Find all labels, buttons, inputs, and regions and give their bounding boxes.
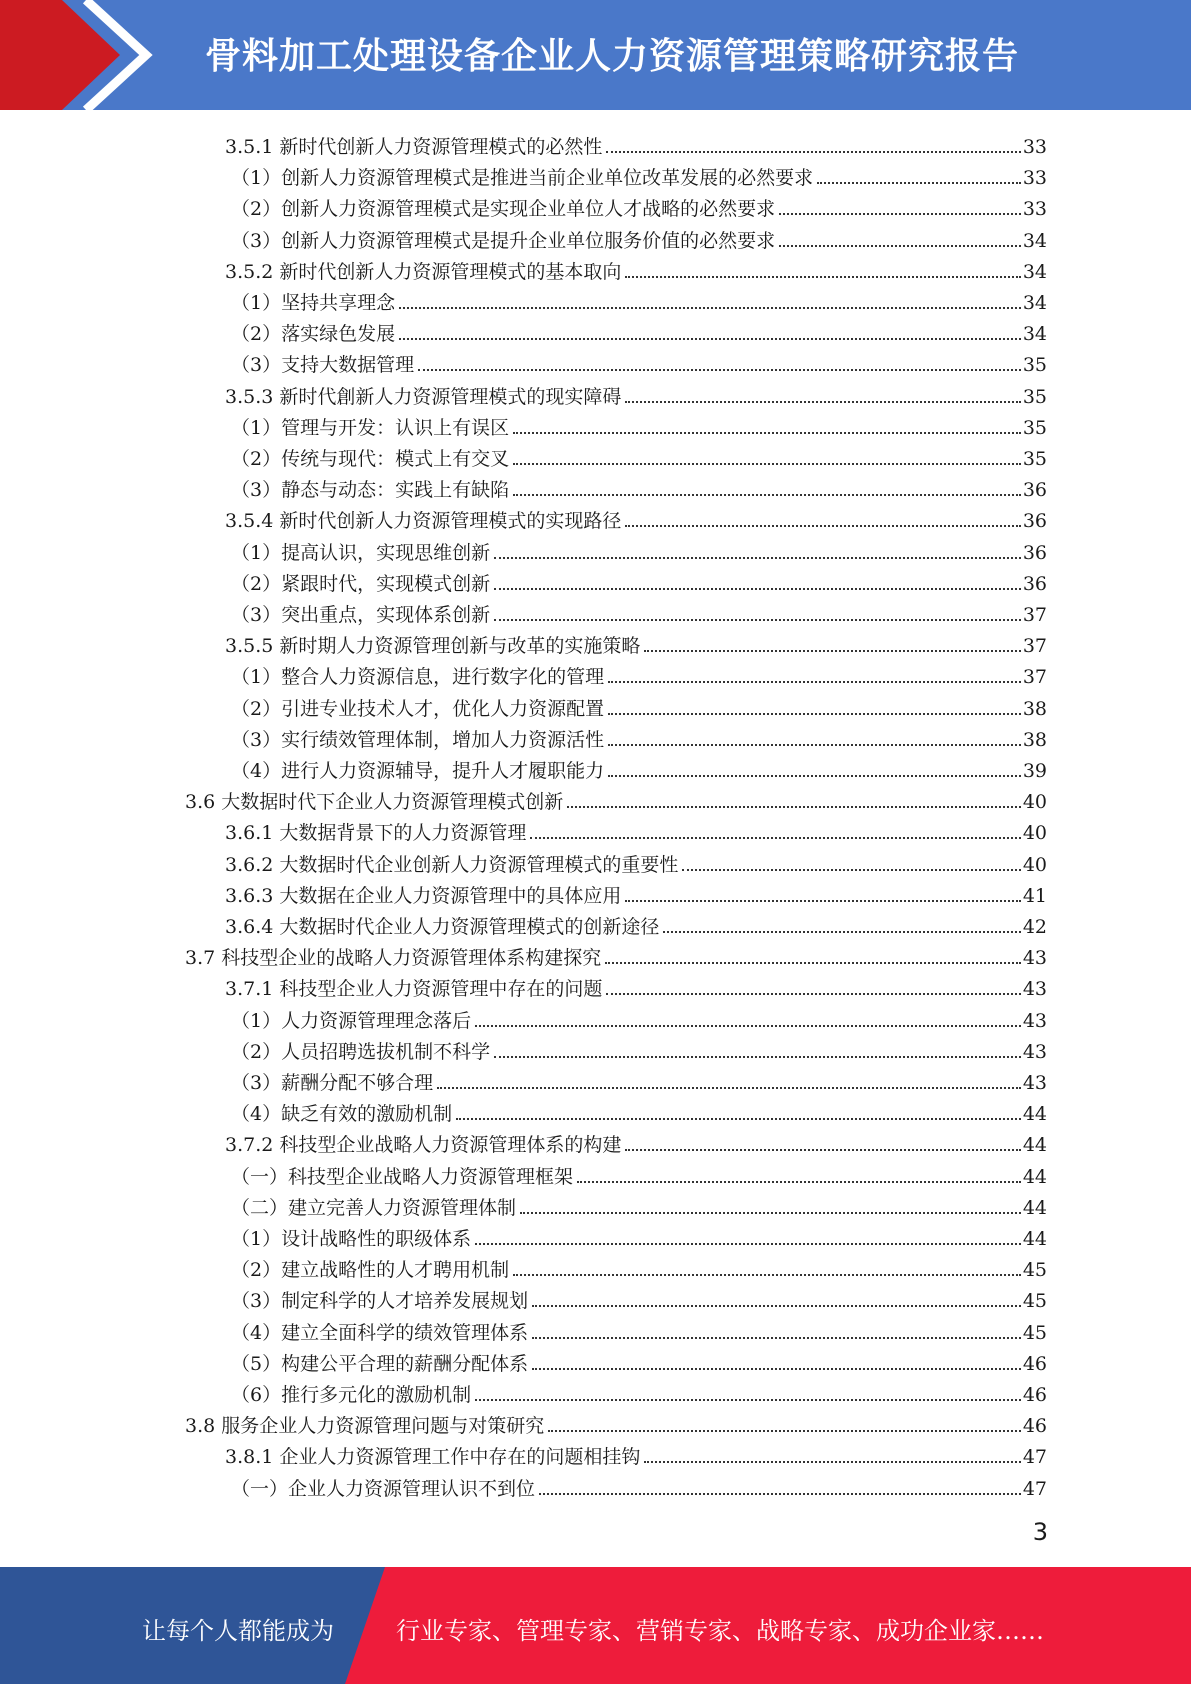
toc-dot-leader [625,900,1020,902]
toc-entry-label: 3.6.1 大数据背景下的人力资源管理 [225,822,527,845]
toc-dot-leader [567,806,1021,808]
toc-entry-label: （1）创新人力资源管理模式是推进当前企业单位改革发展的必然要求 [231,167,814,190]
toc-entry-label: （一）企业人力资源管理认识不到位 [231,1477,536,1500]
toc-entry[interactable] [231,1220,1047,1251]
toc-entry-label: 3.7.1 科技型企业人力资源管理中存在的问题 [225,978,603,1001]
toc-entry[interactable] [225,253,1047,284]
toc-entry-page: 34 [1022,323,1047,346]
toc-entry-label: 3.6.2 大数据时代企业创新人力资源管理模式的重要性 [225,853,679,876]
toc-entry-page: 43 [1022,1009,1047,1032]
toc-dot-leader [530,837,1020,839]
toc-dot-leader [437,1087,1021,1089]
toc-entry-label: 3.7 科技型企业的战略人力资源管理体系构建探究 [185,947,602,970]
toc-dot-leader [513,494,1021,496]
toc-dot-leader [608,713,1021,715]
page-number: 3 [1032,1518,1048,1546]
toc-entry[interactable] [231,315,1047,346]
toc-dot-leader [494,557,1021,559]
toc-entry[interactable] [231,565,1047,596]
toc-entry[interactable] [231,222,1047,253]
toc-entry-label: （2）传统与现代：模式上有交叉 [231,448,510,470]
toc-entry-label: （2）紧跟时代，实现模式创新 [231,572,491,595]
toc-entry-page: 46 [1022,1384,1047,1406]
toc-entry[interactable] [231,1064,1047,1095]
toc-entry-label: （2）人员招聘选拔机制不科学 [231,1040,491,1063]
toc-dot-leader [532,1305,1021,1307]
toc-dot-leader [577,1181,1021,1183]
toc-entry-label: 3.6.3 大数据在企业人力资源管理中的具体应用 [225,884,622,907]
toc-entry-page: 47 [1022,1477,1047,1500]
toc-dot-leader [532,1368,1021,1370]
toc-dot-leader [608,681,1021,683]
toc-entry-label: 3.5.4 新时代创新人力资源管理模式的实现路径 [225,510,622,533]
toc-dot-leader [494,588,1021,590]
toc-entry[interactable] [231,752,1047,783]
toc-entry-page: 37 [1022,666,1047,689]
toc-entry-page: 44 [1022,1165,1047,1188]
toc-entry[interactable] [231,658,1047,689]
toc-entry[interactable] [231,440,1047,471]
toc-dot-leader [625,276,1020,278]
toc-entry-label: 3.5.3 新时代創新人力资源管理模式的现实障碍 [225,385,622,408]
toc-entry[interactable] [225,627,1047,658]
toc-entry-page: 36 [1022,510,1047,533]
toc-entry-page: 40 [1022,791,1047,814]
toc-dot-leader [399,307,1021,309]
toc-entry-label: （3）薪酬分配不够合理 [231,1072,434,1094]
toc-dot-leader [608,744,1021,746]
toc-entry-page: 37 [1022,635,1047,658]
toc-entry-page: 38 [1022,728,1047,751]
toc-entry-label: （1）管理与开发：认识上有误区 [231,416,510,439]
toc-entry-page: 34 [1022,229,1047,252]
toc-dot-leader [644,650,1020,652]
toc-entry-label: （3）制定科学的人才培养发展规划 [231,1290,529,1313]
toc-entry-label: （3）实行绩效管理体制，增加人力资源活性 [231,728,605,751]
toc-entry-page: 37 [1022,604,1047,626]
toc-entry[interactable] [225,1126,1047,1157]
toc-entry[interactable] [185,1407,1047,1438]
toc-entry[interactable] [231,1345,1047,1376]
toc-dot-leader [532,1337,1021,1339]
toc-entry-label: （4）建立全面科学的绩效管理体系 [231,1321,529,1344]
toc-entry[interactable] [225,908,1047,939]
toc-entry[interactable] [231,596,1047,627]
toc-entry[interactable] [231,1376,1047,1407]
toc-entry-label: （1）坚持共享理念 [231,292,396,314]
toc-entry-page: 38 [1022,697,1047,720]
toc-entry[interactable] [231,1189,1047,1220]
toc-entry-page: 44 [1022,1228,1047,1250]
toc-dot-leader [418,369,1021,371]
toc-entry-page: 46 [1022,1352,1047,1375]
toc-entry[interactable] [231,1158,1047,1189]
toc-dot-leader [779,213,1021,215]
toc-entry[interactable] [231,534,1047,565]
toc-entry[interactable] [231,471,1047,502]
toc-entry-label: （3）支持大数据管理 [231,354,415,377]
toc-dot-leader [625,1149,1020,1151]
toc-entry[interactable] [231,409,1047,440]
toc-entry-page: 35 [1022,354,1047,377]
toc-entry-label: （1）设计战略性的职级体系 [231,1228,472,1250]
toc-entry[interactable] [231,1470,1047,1501]
toc-entry-page: 43 [1022,978,1047,1001]
toc-dot-leader [644,1461,1020,1463]
toc-entry-page: 43 [1022,1040,1047,1063]
toc-entry-label: （1）整合人力资源信息，进行数字化的管理 [231,666,605,689]
toc-entry[interactable] [231,1002,1047,1033]
toc-entry[interactable] [231,1251,1047,1282]
toc-dot-leader [539,1493,1021,1495]
toc-entry-label: （1）提高认识，实现思维创新 [231,541,491,564]
toc-entry-label: 3.6 大数据时代下企业人力资源管理模式创新 [185,791,564,814]
report-title: 骨料加工处理设备企业人力资源管理策略研究报告 [205,36,1020,77]
toc-entry-page: 36 [1022,541,1047,564]
toc-entry-page: 33 [1022,198,1047,221]
toc-entry[interactable] [225,1438,1047,1469]
toc-entry-label: （2）建立战略性的人才聘用机制 [231,1259,510,1282]
toc-entry[interactable] [225,378,1047,409]
toc-dot-leader [520,1212,1021,1214]
toc-entry[interactable] [231,190,1047,221]
page-footer [0,1567,1191,1684]
toc-entry-page: 33 [1022,167,1047,190]
toc-dot-leader [399,338,1021,340]
toc-entry-page: 35 [1022,448,1047,470]
toc-entry[interactable] [225,814,1047,845]
toc-dot-leader [817,182,1021,184]
toc-dot-leader [606,993,1020,995]
toc-dot-leader [513,1274,1021,1276]
toc-entry-page: 40 [1022,822,1047,845]
toc-entry[interactable] [231,284,1047,315]
toc-entry-page: 39 [1022,760,1047,782]
toc-entry-label: （2）落实绿色发展 [231,323,396,346]
toc-entry-page: 45 [1022,1321,1047,1344]
toc-entry-label: （5）构建公平合理的薪酬分配体系 [231,1352,529,1375]
toc-entry[interactable] [231,1314,1047,1345]
toc-dot-leader [475,1243,1021,1245]
toc-entry-label: （二）建立完善人力资源管理体制 [231,1196,517,1219]
footer-slogan-left: 让每个人都能成为 [142,1617,334,1645]
toc-entry-label: （4）进行人力资源辅导，提升人才履职能力 [231,760,605,782]
toc-dot-leader [605,962,1021,964]
toc-entry-page: 42 [1022,916,1047,938]
toc-entry[interactable] [231,721,1047,752]
toc-entry-page: 41 [1022,884,1047,907]
footer-slogan-right: 行业专家、管理专家、营销专家、战略专家、成功企业家…… [396,1617,1044,1645]
toc-dot-leader [625,525,1020,527]
toc-entry[interactable] [185,783,1047,814]
toc-entry[interactable] [231,690,1047,721]
toc-entry-label: （3）创新人力资源管理模式是提升企业单位服务价值的必然要求 [231,229,776,252]
toc-entry-label: 3.6.4 大数据时代企业人力资源管理模式的创新途径 [225,916,660,938]
toc-dot-leader [494,1056,1021,1058]
toc-entry-page: 44 [1022,1196,1047,1219]
toc-entry-label: 3.5.1 新时代创新人力资源管理模式的必然性 [225,136,603,158]
toc-dot-leader [663,931,1020,933]
toc-entry-page: 36 [1022,572,1047,595]
toc-dot-leader [513,463,1021,465]
toc-dot-leader [494,619,1021,621]
toc-entry[interactable] [231,1033,1047,1064]
toc-entry[interactable] [231,1282,1047,1313]
toc-entry-page: 44 [1022,1103,1047,1126]
page-header [0,0,1191,110]
toc-entry-label: 3.5.2 新时代创新人力资源管理模式的基本取向 [225,260,622,283]
toc-entry[interactable] [231,159,1047,190]
toc-entry[interactable] [231,1095,1047,1126]
toc-dot-leader [606,151,1020,153]
toc-entry[interactable] [225,128,1047,159]
toc-entry-page: 35 [1022,385,1047,408]
toc-entry-page: 35 [1022,416,1047,439]
toc-entry-page: 46 [1022,1415,1047,1438]
toc-dot-leader [682,869,1020,871]
toc-entry[interactable] [225,846,1047,877]
toc-entry[interactable] [231,346,1047,377]
toc-entry-page: 45 [1022,1290,1047,1313]
toc-entry-page: 40 [1022,853,1047,876]
toc-entry-label: （4）缺乏有效的激励机制 [231,1103,453,1126]
toc-entry-label: （2）创新人力资源管理模式是实现企业单位人才战略的必然要求 [231,198,776,221]
toc-entry-page: 43 [1022,1072,1047,1094]
toc-dot-leader [608,775,1021,777]
toc-entry-page: 44 [1022,1134,1047,1157]
toc-entry[interactable] [225,970,1047,1001]
toc-dot-leader [475,1025,1021,1027]
toc-entry[interactable] [225,877,1047,908]
toc-entry-label: （6）推行多元化的激励机制 [231,1384,472,1406]
toc-entry-label: 3.8.1 企业人力资源管理工作中存在的问题相挂钩 [225,1446,641,1469]
toc-entry-page: 33 [1022,136,1047,158]
toc-entry-label: （一）科技型企业战略人力资源管理框架 [231,1165,574,1188]
toc-entry-label: 3.5.5 新时期人力资源管理创新与改革的实施策略 [225,635,641,658]
toc-dot-leader [625,401,1020,403]
toc-entry-label: 3.7.2 科技型企业战略人力资源管理体系的构建 [225,1134,622,1157]
toc-entry[interactable] [185,939,1047,970]
toc-dot-leader [513,432,1021,434]
toc-entry-label: 3.8 服务企业人力资源管理问题与对策研究 [185,1415,545,1438]
toc-entry-label: （1）人力资源管理理念落后 [231,1009,472,1032]
toc-entry-page: 45 [1022,1259,1047,1282]
toc-entry-page: 34 [1022,292,1047,314]
toc-entry-label: （3）静态与动态：实践上有缺陷 [231,479,510,502]
toc-entry-page: 43 [1022,947,1047,970]
toc-dot-leader [548,1430,1021,1432]
toc-entry-page: 34 [1022,260,1047,283]
toc-entry-page: 47 [1022,1446,1047,1469]
toc-entry-label: （3）突出重点，实现体系创新 [231,604,491,626]
toc-dot-leader [456,1118,1021,1120]
toc-dot-leader [779,245,1021,247]
toc-dot-leader [475,1399,1021,1401]
toc-entry-page: 36 [1022,479,1047,502]
toc-entry[interactable] [225,502,1047,533]
toc-entry-label: （2）引进专业技术人才，优化人力资源配置 [231,697,605,720]
